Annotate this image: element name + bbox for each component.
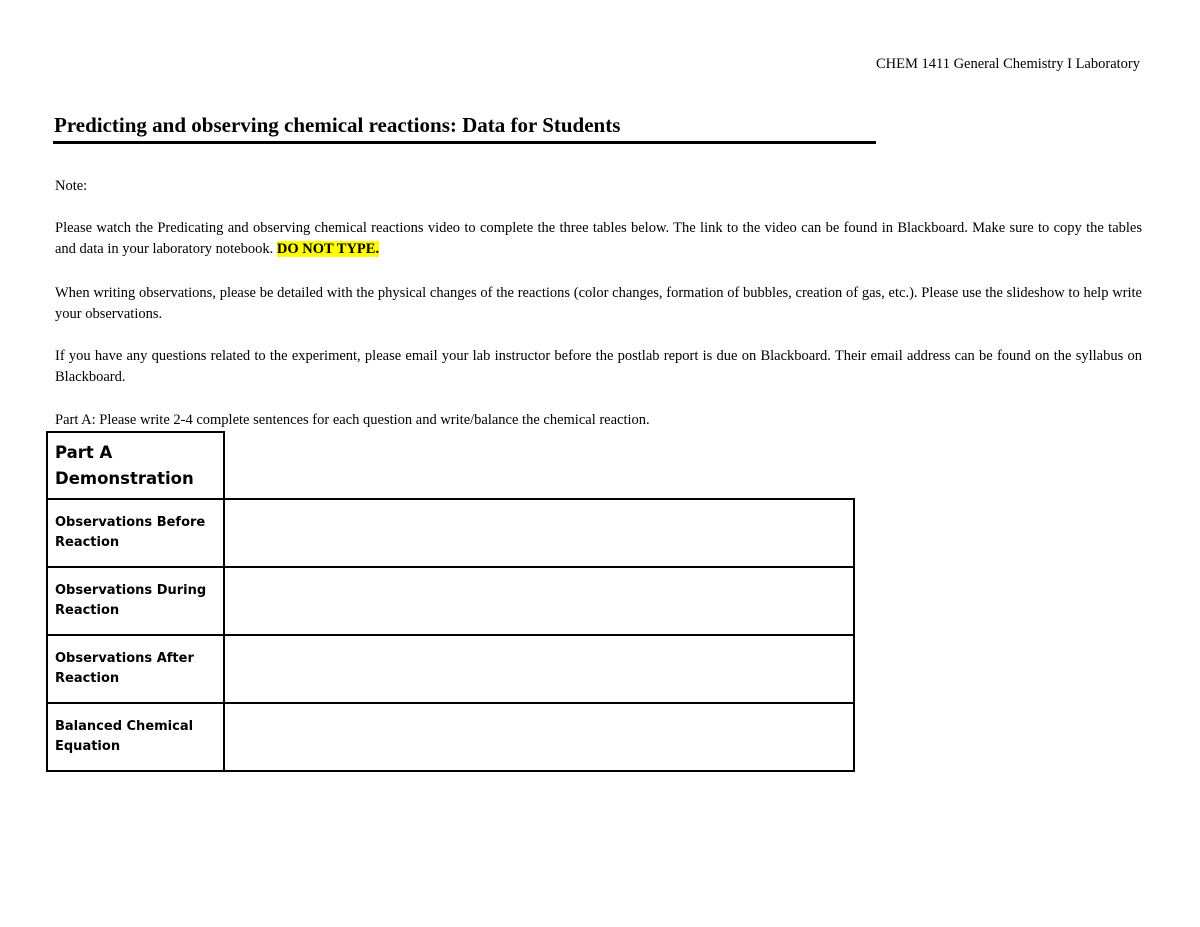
part-a-table [46, 431, 855, 772]
instructions-paragraph-2: When writing observations, please be detailed with the physical changes of the reactions (color changes, formation of bubbles, creation of gas, etc.). Please use the slideshow to help write your observations. [55, 285, 1142, 322]
table-header-label: Part A Demonstration [47, 432, 224, 499]
row-value-after[interactable] [224, 635, 854, 703]
row-label-before: Observations Before Reaction [47, 499, 224, 567]
do-not-type-highlight: DO NOT TYPE. [276, 241, 380, 257]
table-row [47, 567, 854, 635]
table-header-row [47, 432, 854, 499]
instructions-text: Please watch the Predicating and observing chemical reactions video to complete the three tables below. The link to the video can be found in Blackboard. Make sure to copy the tables and data in your laboratory notebook. [55, 220, 1142, 257]
part-a-instruction: Part A: Please write 2-4 complete sentences for each question and write/balance the chemical reaction. [55, 412, 650, 428]
row-value-before[interactable] [224, 499, 854, 567]
document-title: Predicting and observing chemical reactions: Data for Students [54, 113, 621, 137]
row-label-equation: Balanced Chemical Equation [47, 703, 224, 771]
title-underline [53, 141, 876, 144]
table-row [47, 703, 854, 771]
note-label: Note: [55, 178, 88, 194]
course-header: CHEM 1411 General Chemistry I Laboratory [875, 56, 1140, 72]
row-value-during[interactable] [224, 567, 854, 635]
table-row [47, 635, 854, 703]
instructions-paragraph-3: If you have any questions related to the experiment, please email your lab instructor before the postlab report is due on Blackboard. Their email address can be found on the syllabus on Blackboard. [55, 348, 1142, 385]
table-header-blank [224, 432, 854, 499]
row-value-equation[interactable] [224, 703, 854, 771]
row-label-during: Observations During Reaction [47, 567, 224, 635]
instructions-paragraph-1 [55, 218, 1142, 260]
row-label-after: Observations After Reaction [47, 635, 224, 703]
table-row [47, 499, 854, 567]
